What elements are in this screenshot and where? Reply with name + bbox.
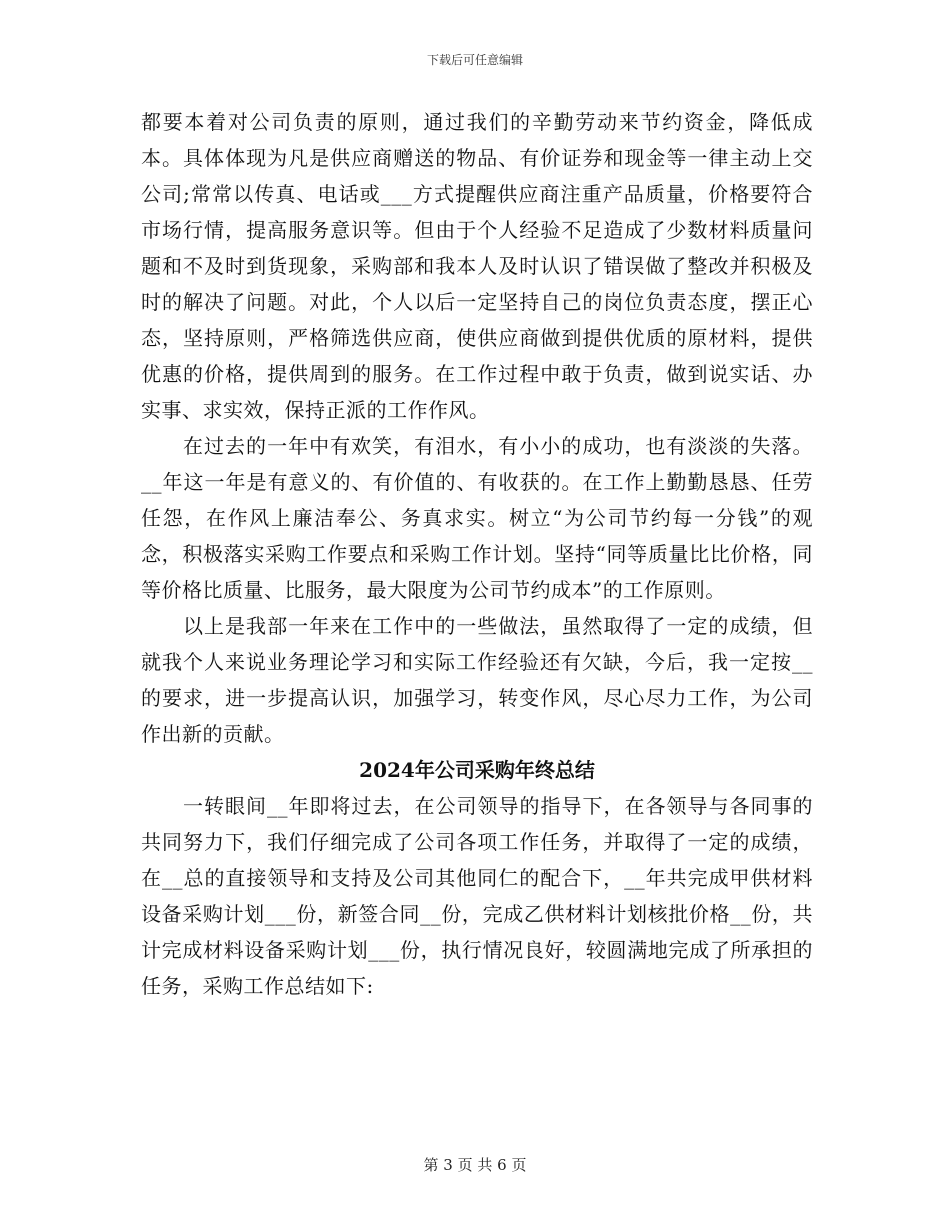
body-paragraph-3: 以上是我部一年来在工作中的一些做法，虽然取得了一定的成绩，但就我个人来说业务理论学习和实际工作经验还有欠缺，今后，我一定按__的要求，进一步提高认识，加强学习，转变作风，尽心尽力工作，为公司作出新的贡献。 — [141, 614, 813, 746]
body-paragraph-2: 在过去的一年中有欢笑，有泪水，有小小的成功，也有淡淡的失落。__年这一年是有意义的、有价值的、有收获的。在工作上勤勤恳恳、任劳任怨，在作风上廉洁奉公、务真求实。树立“为公司节约每一分钱”的观念，积极落实采购工作要点和采购工作计划。坚持“同等质量比比价格，同等价格比质量、比服务，最大限度为公司节约成本”的工作原则。 — [141, 434, 813, 602]
page-number: 第 3 页 共 6 页 — [423, 1156, 527, 1174]
body-paragraph-1: 都要本着对公司负责的原则，通过我们的辛勤劳动来节约资金，降低成本。具体体现为凡是供应商赠送的物品、有价证券和现金等一律主动上交公司;常常以传真、电话或___方式提醒供应商注重产品质量，价格要符合市场行情，提高服务意识等。但由于个人经验不足造成了少数材料质量问题和不及时到货现象，采购部和我本人及时认识了错误做了整改并积极及时的解决了问题。对此，个人以后一定坚持自己的岗位负责态度，摆正心态，坚持原则，严格筛选供应商，使供应商做到提供优质的原材料，提供优惠的价格，提供周到的服务。在工作过程中敢于负责，做到说实话、办实事、求实效，保持正派的工作作风。 — [141, 110, 813, 422]
section-paragraph-1: 一转眼间__年即将过去，在公司领导的指导下，在各领导与各同事的共同努力下，我们仔细完成了公司各项工作任务，并取得了一定的成绩，在__总的直接领导和支持及公司其他同仁的配合下，__年共完成甲供材料设备采购计划___份，新签合同__份，完成乙供材料计划核批价格__份，共计完成材料设备采购计划___份，执行情况良好，较圆满地完成了所承担的任务，采购工作总结如下: — [141, 794, 813, 998]
page-header: 下载后可任意编辑 — [426, 53, 523, 67]
section-title: 2024年公司采购年终总结 — [359, 758, 595, 782]
document-body — [141, 104, 813, 1004]
